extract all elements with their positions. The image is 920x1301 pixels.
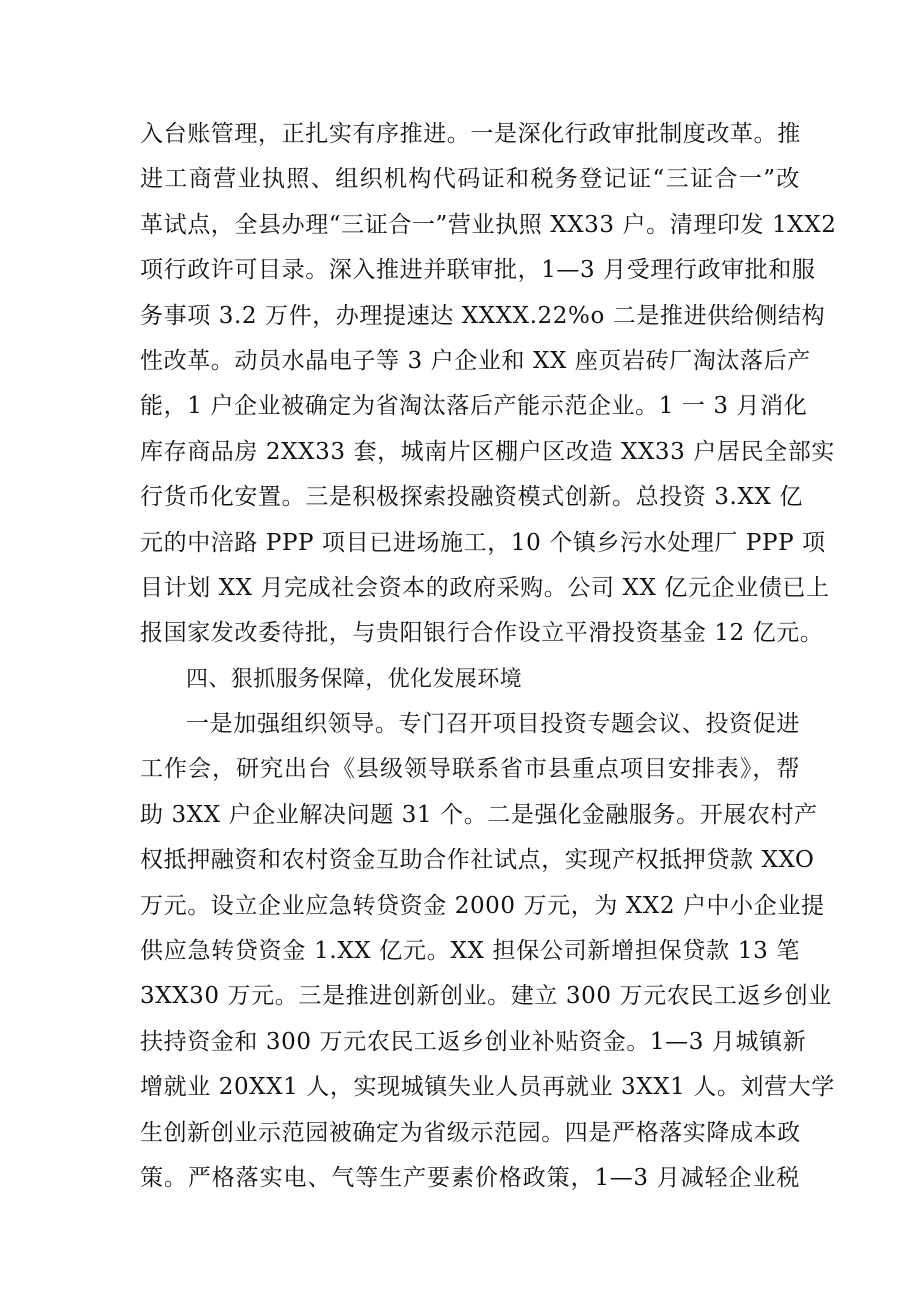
text-line: 性改革。动员水晶电子等 3 户企业和 XX 座页岩砖厂淘汰落后产 <box>140 347 811 374</box>
text-line: 库存商品房 2XX33 套，城南片区棚户区改造 XX33 户居民全部实 <box>140 438 835 465</box>
text-line: 助 3XX 户企业解决问题 31 个。二是强化金融服务。开展农村产 <box>140 801 818 828</box>
text-line: 项行政许可目录。深入推进并联审批，1—3 月受理行政审批和服 <box>140 257 816 284</box>
text-line: 策。严格落实电、气等生产要素价格政策，1—3 月减轻企业税 <box>140 1164 800 1191</box>
text-line: 工作会，研究出台《县级领导联系省市县重点项目安排表》，帮 <box>140 756 800 783</box>
text-line: 一是加强组织领导。专门召开项目投资专题会议、投资促进 <box>186 711 800 738</box>
text-line: 能，1 户企业被确定为省淘汰落后产能示范企业。1 一 3 月消化 <box>140 393 808 420</box>
text-line: 增就业 20XX1 人，实现城镇失业人员再就业 3XX1 人。刘营大学 <box>140 1074 835 1101</box>
text-line: 万元。设立企业应急转贷资金 2000 万元，为 XX2 户中小企业提 <box>140 892 825 919</box>
text-line: 供应急转贷资金 1.XX 亿元。XX 担保公司新增担保贷款 13 笔 <box>140 938 800 965</box>
paragraph-1 <box>140 112 837 657</box>
text-line: 报国家发改委待批，与贵阳银行合作设立平滑投资基金 12 亿元。 <box>140 620 824 647</box>
text-line: 入台账管理，正扎实有序推进。一是深化行政审批制度改革。推 <box>140 121 801 147</box>
text-line: 扶持资金和 300 万元农民工返乡创业补贴资金。1—3 月城镇新 <box>140 1028 807 1055</box>
document-body <box>140 112 837 1201</box>
section-heading: 四、狠抓服务保障，优化发展环境 <box>186 666 523 692</box>
text-line: 生创新创业示范园被确定为省级示范园。四是严格落实降成本政 <box>140 1119 801 1146</box>
paragraph-2 <box>140 702 835 1201</box>
text-line: 务事项 3.2 万件，办理提速达 XXXX.22%o 二是推进供给侧结构 <box>140 302 826 329</box>
text-line: 进工商营业执照、组织机构代码证和税务登记证“三证合一”改 <box>140 166 800 193</box>
text-line: 行货币化安置。三是积极探索投融资模式创新。总投资 3.XX 亿 <box>140 484 803 511</box>
text-line: 革试点，全县办理“三证合一”营业执照 XX33 户。清理印发 1XX2 <box>140 211 837 238</box>
text-line: 3XX30 万元。三是推进创新创业。建立 300 万元农民工返乡创业 <box>140 983 832 1010</box>
text-line: 目计划 XX 月完成社会资本的政府采购。公司 XX 亿元企业债已上 <box>140 574 830 601</box>
text-line: 权抵押融资和农村资金互助合作社试点，实现产权抵押贷款 XXO <box>140 847 815 874</box>
text-line: 元的中涪路 PPP 项目已进场施工，10 个镇乡污水处理厂 PPP 项 <box>140 529 826 556</box>
